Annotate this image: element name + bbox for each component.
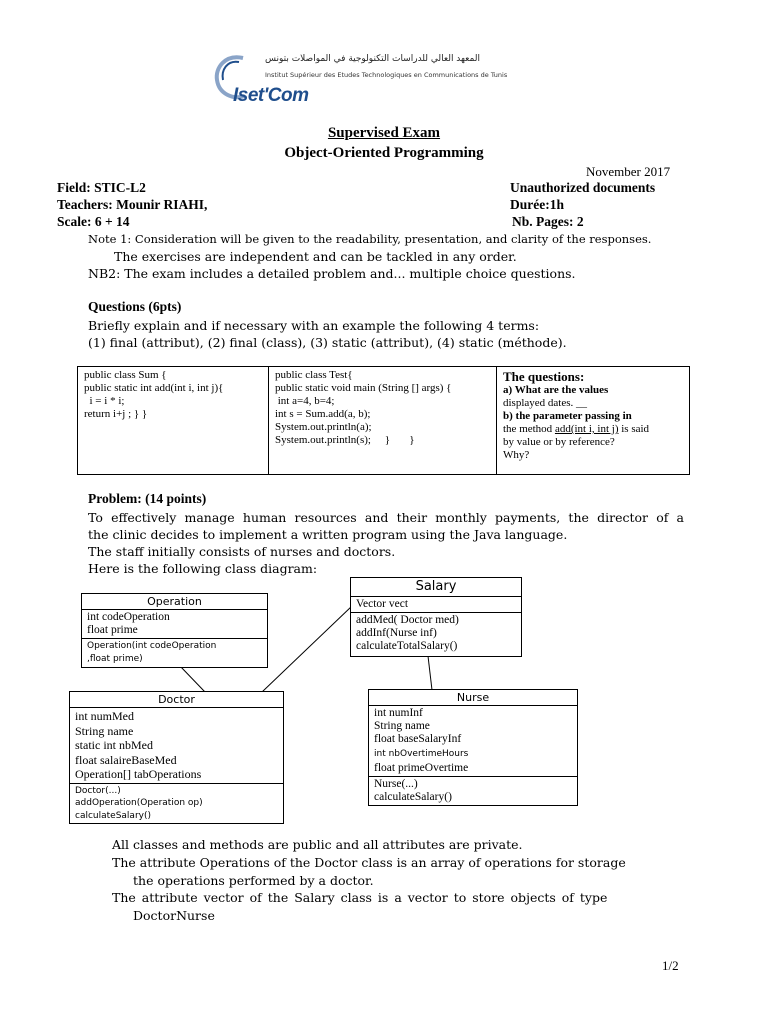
question-a-cont: displayed dates. __ xyxy=(503,397,588,409)
uml-class-operation xyxy=(81,593,268,668)
uml-attribute: Operation[] tabOperations xyxy=(75,767,202,781)
uml-method: calculateSalary() xyxy=(75,810,151,821)
table-questions-heading: The questions: xyxy=(503,369,585,384)
bullet-item-2 xyxy=(112,855,626,870)
association-line xyxy=(428,656,432,690)
uml-method: addInf(Nurse inf) xyxy=(356,627,437,639)
question-a: a) What are the values xyxy=(503,384,609,396)
problem-paragraph-3: Here is the following class diagram: xyxy=(88,561,318,576)
uml-method: Doctor(...) xyxy=(75,785,121,796)
uml-attributes xyxy=(70,708,283,784)
uml-attribute: static int nbMed xyxy=(75,738,153,752)
bullet-item-1 xyxy=(112,837,523,852)
uml-attributes xyxy=(82,610,267,639)
problem-heading: Problem: (14 points) xyxy=(88,491,207,506)
uml-method: Nurse(...) xyxy=(374,778,418,790)
code-line: public static int add(int i, int j){ xyxy=(84,382,224,394)
uml-attribute: int codeOperation xyxy=(87,611,170,623)
question-a-cont-text: displayed dates. xyxy=(503,397,574,409)
uml-attribute: int numMed xyxy=(75,709,134,723)
uml-class-name: Nurse xyxy=(369,690,577,706)
code-line: System.out.println(s); } } xyxy=(275,434,415,446)
uml-methods xyxy=(369,777,577,805)
uml-attributes xyxy=(351,597,521,613)
uml-class-doctor xyxy=(69,691,284,824)
bullet-text: The attribute Operations of the Doctor class is an array of operations for storage xyxy=(112,855,626,870)
questions-heading: Questions (6pts) xyxy=(88,299,182,314)
uml-method: calculateTotalSalary() xyxy=(356,640,458,652)
documents-label: Unauthorized documents xyxy=(510,180,656,195)
association-line xyxy=(262,606,352,692)
code-line: return i+j ; } } xyxy=(84,408,148,420)
uml-class-nurse xyxy=(368,689,578,806)
uml-attribute: Vector vect xyxy=(356,598,409,610)
uml-class-name: Salary xyxy=(351,578,521,597)
note-2: The exercises are independent and can be tackled in any order. xyxy=(114,249,517,264)
exam-title: Supervised Exam xyxy=(327,125,441,141)
question-b: b) the parameter passing in xyxy=(503,410,632,422)
exam-subtitle: Object-Oriented Programming xyxy=(284,145,484,161)
question-b-method: add(int i, int j) xyxy=(554,423,619,435)
logo-name: Iset'Com xyxy=(233,85,309,106)
bullet-item-3-cont: DoctorNurse xyxy=(133,908,215,923)
field-label: Field: STIC-L2 xyxy=(57,180,146,195)
pages-label: Nb. Pages: 2 xyxy=(512,214,584,229)
questions-line-1: Briefly explain and if necessary with an example the following 4 terms: xyxy=(88,318,540,333)
code-line: public static void main (String [] args) { xyxy=(275,382,452,394)
page-number: 1/2 xyxy=(662,958,679,973)
question-b-post: is said xyxy=(618,423,650,435)
code-line: public class Sum { xyxy=(84,369,167,381)
uml-methods xyxy=(351,613,521,656)
uml-methods xyxy=(70,784,283,824)
logo-french-text: Institut Supérieur des Etudes Technologiques en Communications de Tunis xyxy=(265,71,508,79)
uml-method: addMed( Doctor med) xyxy=(356,614,459,626)
uml-attributes xyxy=(369,706,577,777)
code-line: int s = Sum.add(a, b); xyxy=(275,408,371,420)
question-b-line3: by value or by reference? xyxy=(503,436,615,448)
code-line: public class Test{ xyxy=(275,369,353,381)
uml-attribute: int numInf xyxy=(374,707,423,719)
bullet-item-3 xyxy=(112,890,688,905)
uml-method: calculateSalary() xyxy=(374,791,452,803)
code-line: System.out.println(a); xyxy=(275,421,372,433)
uml-attribute: float baseSalaryInf xyxy=(374,733,462,745)
uml-attribute: String name xyxy=(374,720,430,732)
bullet-item-2-cont: the operations performed by a doctor. xyxy=(133,873,374,888)
association-line xyxy=(180,666,205,692)
uml-attribute: String name xyxy=(75,723,134,738)
problem-paragraph-1b: the clinic decides to implement a written program using the Java language. xyxy=(88,527,568,542)
uml-class-name: Operation xyxy=(82,594,267,610)
logo-arabic-text: المعهد العالي للدراسات التكنولوجية في المواصلات بتونس xyxy=(265,54,480,64)
questions-line-2: (1) final (attribut), (2) final (class), (3) static (attribut), (4) static (méthode). xyxy=(88,335,567,350)
problem-paragraph-1a: To effectively manage human resources and their monthly payments, the director of a xyxy=(88,510,684,525)
uml-class-salary xyxy=(350,577,522,657)
bullet-text: All classes and methods are public and all attributes are private. xyxy=(112,837,523,852)
teachers-label: Teachers: Mounir RIAHI, xyxy=(57,197,208,212)
note-3: NB2: The exam includes a detailed problem and... multiple choice questions. xyxy=(88,266,576,281)
uml-attribute: float prime xyxy=(87,624,138,636)
uml-attribute: float salaireBaseMed xyxy=(75,752,177,767)
uml-method: ,float prime) xyxy=(87,654,143,664)
uml-methods xyxy=(82,639,267,667)
code-line: int a=4, b=4; xyxy=(275,395,335,407)
uml-attribute: float primeOvertime xyxy=(374,762,469,774)
question-b-line4: Why? xyxy=(503,449,530,461)
scale-label: Scale: 6 + 14 xyxy=(57,214,130,229)
uml-method: addOperation(Operation op) xyxy=(75,798,203,808)
exam-date: November 2017 xyxy=(586,164,671,179)
code-line: i = i * i; xyxy=(84,395,125,407)
question-b-pre: the method xyxy=(503,423,555,435)
uml-method: Operation(int codeOperation xyxy=(87,641,217,651)
duration-label: Durée:1h xyxy=(510,197,564,212)
problem-paragraph-2: The staff initially consists of nurses and doctors. xyxy=(88,544,396,559)
uml-attribute: int nbOvertimeHours xyxy=(374,749,469,759)
note-1: Note 1: Consideration will be given to the readability, presentation, and clarity of the responses. xyxy=(88,232,652,246)
uml-class-name: Doctor xyxy=(70,692,283,708)
bullet-text: The attribute vector of the Salary class is a vector to store objects of type xyxy=(112,890,608,905)
